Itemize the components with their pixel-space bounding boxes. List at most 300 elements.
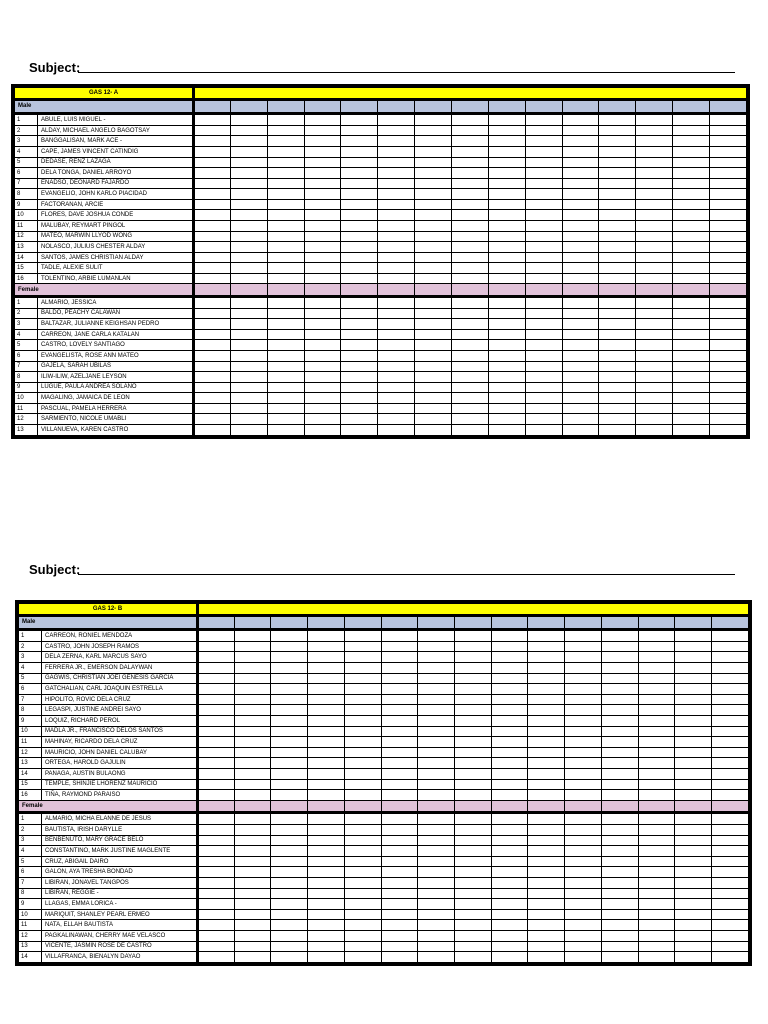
grade-cell[interactable] xyxy=(452,361,489,372)
grade-cell[interactable] xyxy=(230,382,267,393)
grade-cell[interactable] xyxy=(341,178,378,189)
grade-cell[interactable] xyxy=(638,812,675,824)
grade-cell[interactable] xyxy=(455,909,492,920)
grade-cell[interactable] xyxy=(636,221,673,232)
grade-cell[interactable] xyxy=(418,705,455,716)
grade-cell[interactable] xyxy=(488,125,525,136)
grade-cell[interactable] xyxy=(491,824,528,835)
grade-cell[interactable] xyxy=(562,168,599,179)
grade-cell[interactable] xyxy=(673,189,710,200)
grade-cell[interactable] xyxy=(344,920,381,931)
grade-cell[interactable] xyxy=(599,146,636,157)
grade-cell[interactable] xyxy=(341,263,378,274)
grade-cell[interactable] xyxy=(194,414,231,425)
grade-cell[interactable] xyxy=(525,210,562,221)
grade-cell[interactable] xyxy=(341,319,378,330)
grade-cell[interactable] xyxy=(378,146,415,157)
grade-cell[interactable] xyxy=(599,189,636,200)
grade-cell[interactable] xyxy=(378,340,415,351)
grade-cell[interactable] xyxy=(636,252,673,263)
grade-cell[interactable] xyxy=(194,425,231,436)
grade-cell[interactable] xyxy=(271,920,308,931)
grade-cell[interactable] xyxy=(381,941,418,952)
grade-cell[interactable] xyxy=(341,146,378,157)
grade-cell[interactable] xyxy=(673,273,710,284)
grade-cell[interactable] xyxy=(341,393,378,404)
grade-cell[interactable] xyxy=(344,790,381,801)
grade-cell[interactable] xyxy=(230,414,267,425)
grade-cell[interactable] xyxy=(234,941,271,952)
grade-cell[interactable] xyxy=(455,726,492,737)
grade-cell[interactable] xyxy=(710,403,747,414)
grade-cell[interactable] xyxy=(638,629,675,641)
grade-cell[interactable] xyxy=(528,747,565,758)
grade-cell[interactable] xyxy=(488,340,525,351)
grade-cell[interactable] xyxy=(525,157,562,168)
grade-cell[interactable] xyxy=(234,790,271,801)
grade-cell[interactable] xyxy=(565,877,602,888)
grade-cell[interactable] xyxy=(565,747,602,758)
grade-cell[interactable] xyxy=(378,425,415,436)
grade-cell[interactable] xyxy=(565,737,602,748)
grade-cell[interactable] xyxy=(673,414,710,425)
grade-cell[interactable] xyxy=(565,758,602,769)
grade-cell[interactable] xyxy=(381,737,418,748)
grade-cell[interactable] xyxy=(415,178,452,189)
grade-cell[interactable] xyxy=(601,641,638,652)
grade-cell[interactable] xyxy=(525,340,562,351)
grade-cell[interactable] xyxy=(304,414,341,425)
grade-cell[interactable] xyxy=(378,372,415,383)
grade-cell[interactable] xyxy=(562,113,599,125)
grade-cell[interactable] xyxy=(234,812,271,824)
grade-cell[interactable] xyxy=(528,737,565,748)
grade-cell[interactable] xyxy=(267,221,304,232)
grade-cell[interactable] xyxy=(344,899,381,910)
grade-cell[interactable] xyxy=(528,790,565,801)
grade-cell[interactable] xyxy=(341,113,378,125)
grade-cell[interactable] xyxy=(415,263,452,274)
grade-cell[interactable] xyxy=(528,812,565,824)
grade-cell[interactable] xyxy=(675,629,712,641)
grade-cell[interactable] xyxy=(418,909,455,920)
grade-cell[interactable] xyxy=(712,652,749,663)
grade-cell[interactable] xyxy=(304,221,341,232)
grade-cell[interactable] xyxy=(234,768,271,779)
grade-cell[interactable] xyxy=(673,221,710,232)
grade-cell[interactable] xyxy=(381,716,418,727)
grade-cell[interactable] xyxy=(230,157,267,168)
grade-cell[interactable] xyxy=(341,221,378,232)
grade-cell[interactable] xyxy=(194,296,231,308)
grade-cell[interactable] xyxy=(418,747,455,758)
grade-cell[interactable] xyxy=(488,403,525,414)
grade-cell[interactable] xyxy=(194,231,231,242)
grade-cell[interactable] xyxy=(344,684,381,695)
grade-cell[interactable] xyxy=(710,319,747,330)
grade-cell[interactable] xyxy=(271,641,308,652)
grade-cell[interactable] xyxy=(525,361,562,372)
grade-cell[interactable] xyxy=(562,340,599,351)
grade-cell[interactable] xyxy=(601,726,638,737)
grade-cell[interactable] xyxy=(565,726,602,737)
grade-cell[interactable] xyxy=(308,705,345,716)
grade-cell[interactable] xyxy=(341,296,378,308)
grade-cell[interactable] xyxy=(308,835,345,846)
grade-cell[interactable] xyxy=(491,909,528,920)
grade-cell[interactable] xyxy=(271,899,308,910)
grade-cell[interactable] xyxy=(675,835,712,846)
grade-cell[interactable] xyxy=(271,737,308,748)
grade-cell[interactable] xyxy=(636,125,673,136)
grade-cell[interactable] xyxy=(562,403,599,414)
grade-cell[interactable] xyxy=(304,382,341,393)
grade-cell[interactable] xyxy=(525,425,562,436)
grade-cell[interactable] xyxy=(455,856,492,867)
grade-cell[interactable] xyxy=(491,846,528,857)
grade-cell[interactable] xyxy=(638,909,675,920)
grade-cell[interactable] xyxy=(455,877,492,888)
grade-cell[interactable] xyxy=(712,768,749,779)
grade-cell[interactable] xyxy=(418,835,455,846)
grade-cell[interactable] xyxy=(491,941,528,952)
grade-cell[interactable] xyxy=(562,252,599,263)
grade-cell[interactable] xyxy=(271,673,308,684)
grade-cell[interactable] xyxy=(712,867,749,878)
grade-cell[interactable] xyxy=(198,663,235,674)
grade-cell[interactable] xyxy=(675,812,712,824)
grade-cell[interactable] xyxy=(194,189,231,200)
grade-cell[interactable] xyxy=(234,779,271,790)
grade-cell[interactable] xyxy=(528,684,565,695)
grade-cell[interactable] xyxy=(378,189,415,200)
grade-cell[interactable] xyxy=(488,425,525,436)
grade-cell[interactable] xyxy=(565,716,602,727)
grade-cell[interactable] xyxy=(673,382,710,393)
grade-cell[interactable] xyxy=(673,393,710,404)
grade-cell[interactable] xyxy=(488,350,525,361)
grade-cell[interactable] xyxy=(636,231,673,242)
grade-cell[interactable] xyxy=(599,403,636,414)
grade-cell[interactable] xyxy=(418,641,455,652)
grade-cell[interactable] xyxy=(673,296,710,308)
grade-cell[interactable] xyxy=(601,835,638,846)
grade-cell[interactable] xyxy=(455,629,492,641)
grade-cell[interactable] xyxy=(601,705,638,716)
grade-cell[interactable] xyxy=(599,157,636,168)
grade-cell[interactable] xyxy=(308,768,345,779)
grade-cell[interactable] xyxy=(267,263,304,274)
grade-cell[interactable] xyxy=(675,684,712,695)
grade-cell[interactable] xyxy=(491,790,528,801)
grade-cell[interactable] xyxy=(528,629,565,641)
grade-cell[interactable] xyxy=(267,340,304,351)
grade-cell[interactable] xyxy=(491,684,528,695)
grade-cell[interactable] xyxy=(341,350,378,361)
grade-cell[interactable] xyxy=(638,888,675,899)
grade-cell[interactable] xyxy=(418,941,455,952)
grade-cell[interactable] xyxy=(381,952,418,963)
grade-cell[interactable] xyxy=(378,178,415,189)
grade-cell[interactable] xyxy=(636,350,673,361)
grade-cell[interactable] xyxy=(271,684,308,695)
grade-cell[interactable] xyxy=(562,425,599,436)
grade-cell[interactable] xyxy=(599,136,636,147)
grade-cell[interactable] xyxy=(528,716,565,727)
grade-cell[interactable] xyxy=(271,877,308,888)
grade-cell[interactable] xyxy=(528,652,565,663)
grade-cell[interactable] xyxy=(271,909,308,920)
grade-cell[interactable] xyxy=(673,199,710,210)
grade-cell[interactable] xyxy=(528,856,565,867)
grade-cell[interactable] xyxy=(638,652,675,663)
grade-cell[interactable] xyxy=(452,296,489,308)
grade-cell[interactable] xyxy=(488,199,525,210)
grade-cell[interactable] xyxy=(234,824,271,835)
grade-cell[interactable] xyxy=(415,157,452,168)
grade-cell[interactable] xyxy=(194,199,231,210)
grade-cell[interactable] xyxy=(381,652,418,663)
grade-cell[interactable] xyxy=(601,629,638,641)
grade-cell[interactable] xyxy=(341,252,378,263)
grade-cell[interactable] xyxy=(562,296,599,308)
grade-cell[interactable] xyxy=(452,425,489,436)
grade-cell[interactable] xyxy=(341,273,378,284)
grade-cell[interactable] xyxy=(525,393,562,404)
grade-cell[interactable] xyxy=(267,252,304,263)
grade-cell[interactable] xyxy=(599,329,636,340)
grade-cell[interactable] xyxy=(675,899,712,910)
grade-cell[interactable] xyxy=(712,716,749,727)
grade-cell[interactable] xyxy=(562,221,599,232)
grade-cell[interactable] xyxy=(344,747,381,758)
grade-cell[interactable] xyxy=(562,319,599,330)
grade-cell[interactable] xyxy=(234,629,271,641)
grade-cell[interactable] xyxy=(488,146,525,157)
grade-cell[interactable] xyxy=(234,737,271,748)
grade-cell[interactable] xyxy=(308,824,345,835)
grade-cell[interactable] xyxy=(341,157,378,168)
grade-cell[interactable] xyxy=(599,231,636,242)
grade-cell[interactable] xyxy=(344,930,381,941)
grade-cell[interactable] xyxy=(452,319,489,330)
grade-cell[interactable] xyxy=(344,716,381,727)
grade-cell[interactable] xyxy=(599,199,636,210)
grade-cell[interactable] xyxy=(565,641,602,652)
grade-cell[interactable] xyxy=(710,425,747,436)
grade-cell[interactable] xyxy=(234,726,271,737)
grade-cell[interactable] xyxy=(304,199,341,210)
grade-cell[interactable] xyxy=(341,382,378,393)
grade-cell[interactable] xyxy=(234,673,271,684)
grade-cell[interactable] xyxy=(381,663,418,674)
grade-cell[interactable] xyxy=(304,231,341,242)
grade-cell[interactable] xyxy=(308,641,345,652)
grade-cell[interactable] xyxy=(418,812,455,824)
grade-cell[interactable] xyxy=(528,705,565,716)
grade-cell[interactable] xyxy=(638,941,675,952)
grade-cell[interactable] xyxy=(565,920,602,931)
grade-cell[interactable] xyxy=(378,393,415,404)
grade-cell[interactable] xyxy=(528,930,565,941)
grade-cell[interactable] xyxy=(415,393,452,404)
grade-cell[interactable] xyxy=(673,210,710,221)
grade-cell[interactable] xyxy=(599,382,636,393)
grade-cell[interactable] xyxy=(455,888,492,899)
grade-cell[interactable] xyxy=(601,694,638,705)
grade-cell[interactable] xyxy=(344,641,381,652)
grade-cell[interactable] xyxy=(525,350,562,361)
grade-cell[interactable] xyxy=(344,652,381,663)
grade-cell[interactable] xyxy=(599,221,636,232)
grade-cell[interactable] xyxy=(267,372,304,383)
grade-cell[interactable] xyxy=(378,382,415,393)
grade-cell[interactable] xyxy=(378,273,415,284)
grade-cell[interactable] xyxy=(673,319,710,330)
grade-cell[interactable] xyxy=(488,136,525,147)
grade-cell[interactable] xyxy=(636,329,673,340)
grade-cell[interactable] xyxy=(418,716,455,727)
grade-cell[interactable] xyxy=(601,941,638,952)
grade-cell[interactable] xyxy=(234,856,271,867)
grade-cell[interactable] xyxy=(710,199,747,210)
grade-cell[interactable] xyxy=(491,758,528,769)
grade-cell[interactable] xyxy=(712,684,749,695)
grade-cell[interactable] xyxy=(488,168,525,179)
grade-cell[interactable] xyxy=(710,308,747,319)
grade-cell[interactable] xyxy=(234,641,271,652)
grade-cell[interactable] xyxy=(528,909,565,920)
grade-cell[interactable] xyxy=(308,899,345,910)
grade-cell[interactable] xyxy=(599,340,636,351)
grade-cell[interactable] xyxy=(341,340,378,351)
grade-cell[interactable] xyxy=(675,663,712,674)
grade-cell[interactable] xyxy=(452,136,489,147)
grade-cell[interactable] xyxy=(344,737,381,748)
grade-cell[interactable] xyxy=(415,319,452,330)
grade-cell[interactable] xyxy=(194,125,231,136)
grade-cell[interactable] xyxy=(344,663,381,674)
grade-cell[interactable] xyxy=(194,146,231,157)
grade-cell[interactable] xyxy=(415,273,452,284)
grade-cell[interactable] xyxy=(230,210,267,221)
grade-cell[interactable] xyxy=(638,705,675,716)
grade-cell[interactable] xyxy=(638,856,675,867)
grade-cell[interactable] xyxy=(378,136,415,147)
grade-cell[interactable] xyxy=(601,888,638,899)
grade-cell[interactable] xyxy=(415,221,452,232)
grade-cell[interactable] xyxy=(636,210,673,221)
grade-cell[interactable] xyxy=(194,242,231,253)
grade-cell[interactable] xyxy=(415,113,452,125)
grade-cell[interactable] xyxy=(712,747,749,758)
grade-cell[interactable] xyxy=(565,909,602,920)
grade-cell[interactable] xyxy=(455,790,492,801)
grade-cell[interactable] xyxy=(673,403,710,414)
grade-cell[interactable] xyxy=(488,231,525,242)
grade-cell[interactable] xyxy=(308,629,345,641)
grade-cell[interactable] xyxy=(601,758,638,769)
grade-cell[interactable] xyxy=(599,168,636,179)
grade-cell[interactable] xyxy=(267,361,304,372)
grade-cell[interactable] xyxy=(271,779,308,790)
grade-cell[interactable] xyxy=(415,340,452,351)
grade-cell[interactable] xyxy=(455,737,492,748)
grade-cell[interactable] xyxy=(452,414,489,425)
grade-cell[interactable] xyxy=(673,361,710,372)
grade-cell[interactable] xyxy=(198,930,235,941)
grade-cell[interactable] xyxy=(271,768,308,779)
grade-cell[interactable] xyxy=(710,361,747,372)
grade-cell[interactable] xyxy=(673,136,710,147)
grade-cell[interactable] xyxy=(565,694,602,705)
grade-cell[interactable] xyxy=(675,790,712,801)
grade-cell[interactable] xyxy=(230,146,267,157)
grade-cell[interactable] xyxy=(599,296,636,308)
grade-cell[interactable] xyxy=(675,673,712,684)
grade-cell[interactable] xyxy=(194,221,231,232)
grade-cell[interactable] xyxy=(267,210,304,221)
grade-cell[interactable] xyxy=(528,758,565,769)
grade-cell[interactable] xyxy=(234,909,271,920)
grade-cell[interactable] xyxy=(198,768,235,779)
grade-cell[interactable] xyxy=(415,296,452,308)
grade-cell[interactable] xyxy=(234,663,271,674)
grade-cell[interactable] xyxy=(341,372,378,383)
grade-cell[interactable] xyxy=(271,705,308,716)
grade-cell[interactable] xyxy=(673,168,710,179)
grade-cell[interactable] xyxy=(194,210,231,221)
grade-cell[interactable] xyxy=(491,641,528,652)
grade-cell[interactable] xyxy=(528,952,565,963)
grade-cell[interactable] xyxy=(418,824,455,835)
grade-cell[interactable] xyxy=(636,308,673,319)
grade-cell[interactable] xyxy=(673,146,710,157)
grade-cell[interactable] xyxy=(673,263,710,274)
grade-cell[interactable] xyxy=(452,340,489,351)
grade-cell[interactable] xyxy=(198,920,235,931)
grade-cell[interactable] xyxy=(271,941,308,952)
grade-cell[interactable] xyxy=(599,113,636,125)
grade-cell[interactable] xyxy=(194,361,231,372)
grade-cell[interactable] xyxy=(271,856,308,867)
grade-cell[interactable] xyxy=(488,221,525,232)
grade-cell[interactable] xyxy=(304,252,341,263)
grade-cell[interactable] xyxy=(675,705,712,716)
grade-cell[interactable] xyxy=(418,856,455,867)
grade-cell[interactable] xyxy=(344,877,381,888)
grade-cell[interactable] xyxy=(675,941,712,952)
grade-cell[interactable] xyxy=(562,350,599,361)
grade-cell[interactable] xyxy=(562,242,599,253)
grade-cell[interactable] xyxy=(712,909,749,920)
grade-cell[interactable] xyxy=(638,768,675,779)
grade-cell[interactable] xyxy=(230,252,267,263)
grade-cell[interactable] xyxy=(675,737,712,748)
grade-cell[interactable] xyxy=(712,824,749,835)
grade-cell[interactable] xyxy=(712,737,749,748)
grade-cell[interactable] xyxy=(636,361,673,372)
grade-cell[interactable] xyxy=(525,403,562,414)
grade-cell[interactable] xyxy=(599,350,636,361)
grade-cell[interactable] xyxy=(528,824,565,835)
grade-cell[interactable] xyxy=(491,952,528,963)
grade-cell[interactable] xyxy=(230,393,267,404)
grade-cell[interactable] xyxy=(638,684,675,695)
grade-cell[interactable] xyxy=(638,899,675,910)
grade-cell[interactable] xyxy=(267,157,304,168)
grade-cell[interactable] xyxy=(565,952,602,963)
